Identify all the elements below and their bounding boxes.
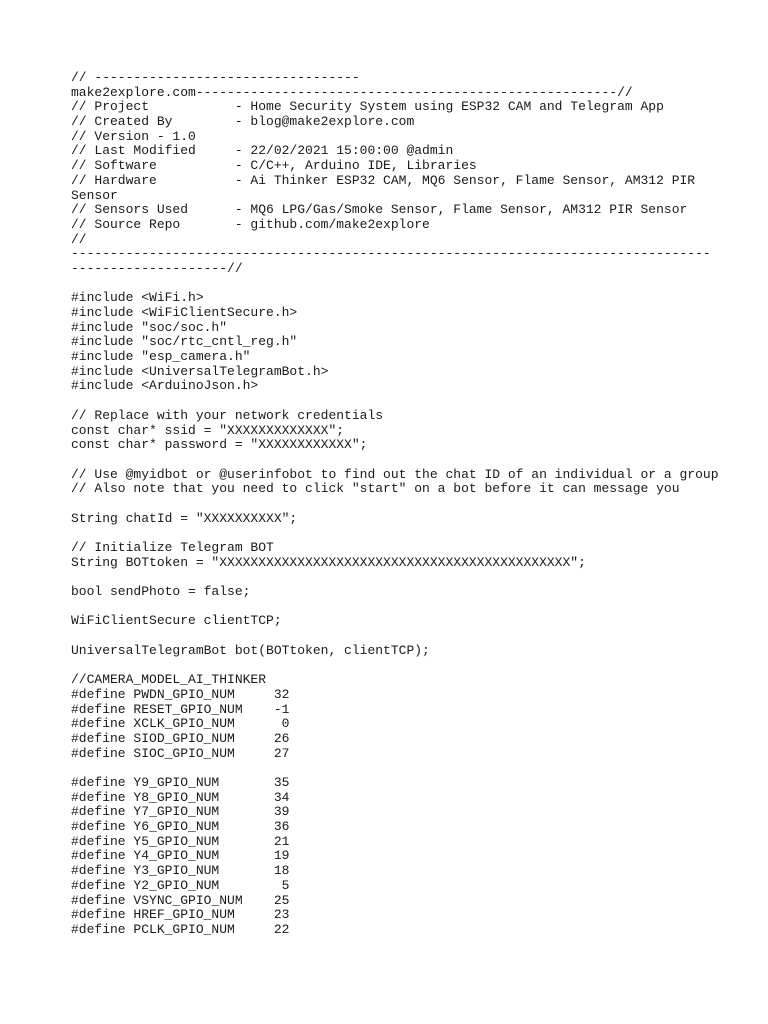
code-line: #define SIOD_GPIO_NUM 26 xyxy=(71,730,290,746)
code-line: // xyxy=(71,231,87,247)
code-line: --------------------// xyxy=(71,260,243,276)
code-line: const char* password = "XXXXXXXXXXXX"; xyxy=(71,437,368,453)
code-line xyxy=(71,629,711,644)
code-line: // Initialize Telegram BOT xyxy=(71,540,274,555)
code-line: String BOTtoken = "XXXXXXXXXXXXXXXXXXXXXXXXXXXXXXXXXXXXXXXXXXXXX"; xyxy=(71,554,586,570)
code-line: bool sendPhoto = false; xyxy=(71,584,251,600)
code-line: #define Y7_GPIO_NUM 39 xyxy=(71,804,290,820)
code-line: ---------------------------------------------------------------------------------- xyxy=(71,246,711,262)
code-line: #define RESET_GPIO_NUM -1 xyxy=(71,701,290,717)
code-line: //CAMERA_MODEL_AI_THINKER xyxy=(71,672,267,688)
code-line: #define VSYNC_GPIO_NUM 25 xyxy=(71,892,290,908)
code-line: // Created By - blog@make2explore.com xyxy=(71,114,415,130)
code-line: #include <ArduinoJson.h> xyxy=(71,378,259,394)
code-line xyxy=(71,570,711,585)
code-line xyxy=(71,659,711,674)
code-line: #define XCLK_GPIO_NUM 0 xyxy=(71,716,290,732)
code-line: #define Y8_GPIO_NUM 34 xyxy=(71,789,290,805)
code-line xyxy=(71,761,711,776)
code-line: #define PWDN_GPIO_NUM 32 xyxy=(71,686,290,702)
code-line: const char* ssid = "XXXXXXXXXXXXX"; xyxy=(71,422,345,438)
code-line xyxy=(71,453,711,468)
code-line: // Replace with your network credentials xyxy=(71,407,384,423)
code-line: UniversalTelegramBot bot(BOTtoken, clientTCP); xyxy=(71,642,430,658)
code-line: make2explore.com------------------------------------------------------// xyxy=(71,84,633,100)
code-line xyxy=(71,600,711,615)
code-line: #include "soc/rtc_cntl_reg.h" xyxy=(71,334,298,350)
code-line xyxy=(71,526,711,541)
code-line xyxy=(71,394,711,409)
code-line: #include <WiFiClientSecure.h> xyxy=(71,305,298,320)
code-listing xyxy=(71,70,719,938)
code-line: // Software - C/C++, Arduino IDE, Libraries xyxy=(71,158,477,174)
code-line: // Also note that you need to click "start" on a bot before it can message you xyxy=(71,481,680,497)
code-line: #define HREF_GPIO_NUM 23 xyxy=(71,907,290,923)
code-line: // Hardware - Ai Thinker ESP32 CAM, MQ6 Sensor, Flame Sensor, AM312 PIR xyxy=(71,172,696,188)
code-line: WiFiClientSecure clientTCP; xyxy=(71,613,282,629)
code-line: // Project - Home Security System using ESP32 CAM and Telegram App xyxy=(71,99,664,115)
code-line: String chatId = "XXXXXXXXXX"; xyxy=(71,510,298,526)
code-line: #include <UniversalTelegramBot.h> xyxy=(71,363,329,379)
code-line: #include <WiFi.h> xyxy=(71,290,204,306)
code-line: #include "soc/soc.h" xyxy=(71,319,228,335)
code-line: // Use @myidbot or @userinfobot to find out the chat ID of an individual or a group xyxy=(71,466,719,482)
code-line: // Version - 1.0 xyxy=(71,128,196,144)
code-line: Sensor xyxy=(71,187,118,203)
code-line: #include "esp_camera.h" xyxy=(71,349,251,365)
code-line: #define Y3_GPIO_NUM 18 xyxy=(71,863,290,879)
code-line: #define Y6_GPIO_NUM 36 xyxy=(71,819,290,835)
code-line: // Source Repo - github.com/make2explore xyxy=(71,216,430,232)
code-line: // ---------------------------------- xyxy=(71,70,360,85)
code-line: #define Y4_GPIO_NUM 19 xyxy=(71,848,290,864)
code-line: #define Y5_GPIO_NUM 21 xyxy=(71,833,290,849)
code-line xyxy=(71,497,711,512)
code-line: #define PCLK_GPIO_NUM 22 xyxy=(71,921,290,937)
code-line xyxy=(71,277,711,292)
code-line: #define Y2_GPIO_NUM 5 xyxy=(71,877,290,893)
code-line: #define Y9_GPIO_NUM 35 xyxy=(71,775,290,790)
code-line: // Sensors Used - MQ6 LPG/Gas/Smoke Sensor, Flame Sensor, AM312 PIR Sensor xyxy=(71,202,688,218)
code-line: #define SIOC_GPIO_NUM 27 xyxy=(71,745,290,761)
code-line: // Last Modified - 22/02/2021 15:00:00 @admin xyxy=(71,143,454,159)
